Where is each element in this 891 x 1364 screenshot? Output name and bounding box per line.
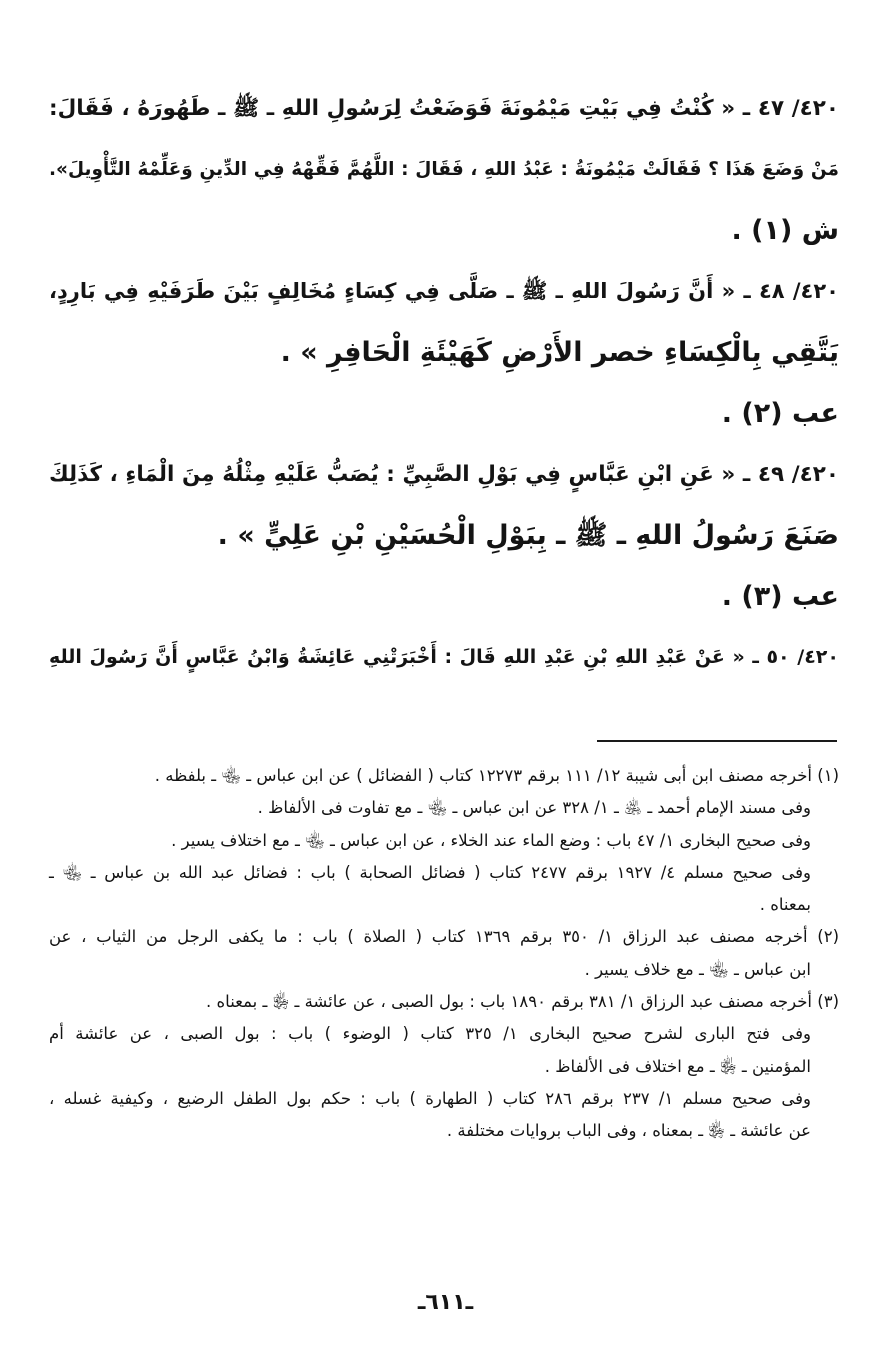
footnote-line: بمعناه .: [759, 895, 811, 915]
hadith-line: ٤٢٠/ ٤٩ ـ « عَنِ ابْنِ عَبَّاسٍ فِي بَوْلِ الصَّبِيِّ : يُصَبُّ عَلَيْهِ مِثْلُهُ مِنَ الْمَاءِ ، كَذَلِكَ: [49, 462, 840, 487]
hadith-line: ٤٢٠/ ٤٧ ـ « كُنْتُ فِي بَيْتِ مَيْمُونَةَ فَوَضَعْتُ لِرَسُولِ اللهِ ـ ﷺ ـ طَهُورَهُ ، فَقَالَ:: [49, 96, 839, 121]
footnote-line: المؤمنين ـ ﵂ ـ مع اختلاف فى الألفاظ .: [544, 1056, 811, 1076]
footnote-line: وفى فتح البارى لشرح صحيح البخارى ١/ ٣٢٥ كتاب ( الوضوء ) باب : بول الصبى ، عن عائشة أم: [49, 1024, 811, 1044]
footnote-line: عن عائشة ـ ﵂ ـ بمعناه ، وفى الباب بروايات مختلفة .: [446, 1121, 811, 1141]
footnote-line: (١) أخرجه مصنف ابن أبى شيبة ١٢/ ١١١ برقم ١٢٢٧٣ كتاب ( الفضائل ) عن ابن عباس ـ ﵄ ـ بلفظه .: [154, 766, 839, 785]
hadith-line: يَتَّقِي بِالْكِسَاءِ خصر الأَرْضِ كَهَيْئَةِ الْحَافِرِ » .: [280, 337, 839, 368]
footnote-separator: [597, 740, 837, 742]
footnote-line: وفى صحيح مسلم ١/ ٢٣٧ برقم ٢٨٦ كتاب ( الطهارة ) باب : حكم بول الطفل الرضيع ، وكيفية غسله ،: [49, 1088, 811, 1108]
source-ref-line: عب (٣) .: [721, 581, 839, 612]
footnote-line: وفى مسند الإمام أحمد ـ ﵁ ـ ١/ ٣٢٨ عن ابن عباس ـ ﵄ ـ مع تفاوت فى الألفاظ .: [257, 798, 811, 818]
hadith-line: مَنْ وَضَعَ هَذَا ؟ فَقَالَتْ مَيْمُونَةُ : عَبْدُ اللهِ ، فَقَالَ : اللَّهُمَّ فَقِّهْهُ فِي الدِّينِ وَعَلِّمْهُ التَّأْوِيلَ».: [49, 159, 839, 180]
hadith-line: صَنَعَ رَسُولُ اللهِ ـ ﷺ ـ بِبَوْلِ الْحُسَيْنِ بْنِ عَلِيٍّ » .: [217, 520, 839, 551]
footnote-line: ابن عباس ـ ﵄ ـ مع خلاف يسير .: [584, 959, 811, 979]
hadith-line: ٤٢٠/ ٤٨ ـ « أَنَّ رَسُولَ اللهِ ـ ﷺ ـ صَلَّى فِي كِسَاءٍ مُخَالِفٍ بَيْنَ طَرَفَيْهِ فِي بَارِدٍ،: [49, 279, 839, 303]
source-ref-line: عب (٢) .: [721, 398, 839, 429]
source-ref-line: ش (١) .: [731, 215, 839, 246]
footnote-line: وفى صحيح مسلم ٤/ ١٩٢٧ برقم ٢٤٧٧ كتاب ( فضائل الصحابة ) باب : فضائل عبد الله بن عباس ـ ﵄ ـ: [49, 862, 812, 882]
hadith-line: ٤٢٠/ ٥٠ ـ « عَنْ عَبْدِ اللهِ بْنِ عَبْدِ اللهِ قَالَ : أَخْبَرَتْنِي عَائِشَةُ وَابْنُ عَبَّاسٍ أَنَّ رَسُولَ اللهِ: [49, 646, 839, 668]
footnote-line: وفى صحيح البخارى ١/ ٤٧ باب : وضع الماء عند الخلاء ، عن ابن عباس ـ ﵄ ـ مع اختلاف يسير .: [171, 830, 811, 850]
footnotes-block: [49, 760, 839, 1148]
page-number: ـ٦١١ـ: [417, 1290, 474, 1315]
footnote-line: (٣) أخرجه مصنف عبد الرزاق ١/ ٣٨١ برقم ١٨٩٠ باب : بول الصبى ، عن عائشة ـ ﵂ ـ بمعناه .: [206, 992, 839, 1012]
footnote-line: (٢) أخرجه مصنف عبد الرزاق ١/ ٣٥٠ برقم ١٣٦٩ كتاب ( الصلاة ) باب : ما يكفى الرجل من الثياب ، عن: [49, 927, 840, 947]
hadith-text-block: [49, 78, 839, 688]
